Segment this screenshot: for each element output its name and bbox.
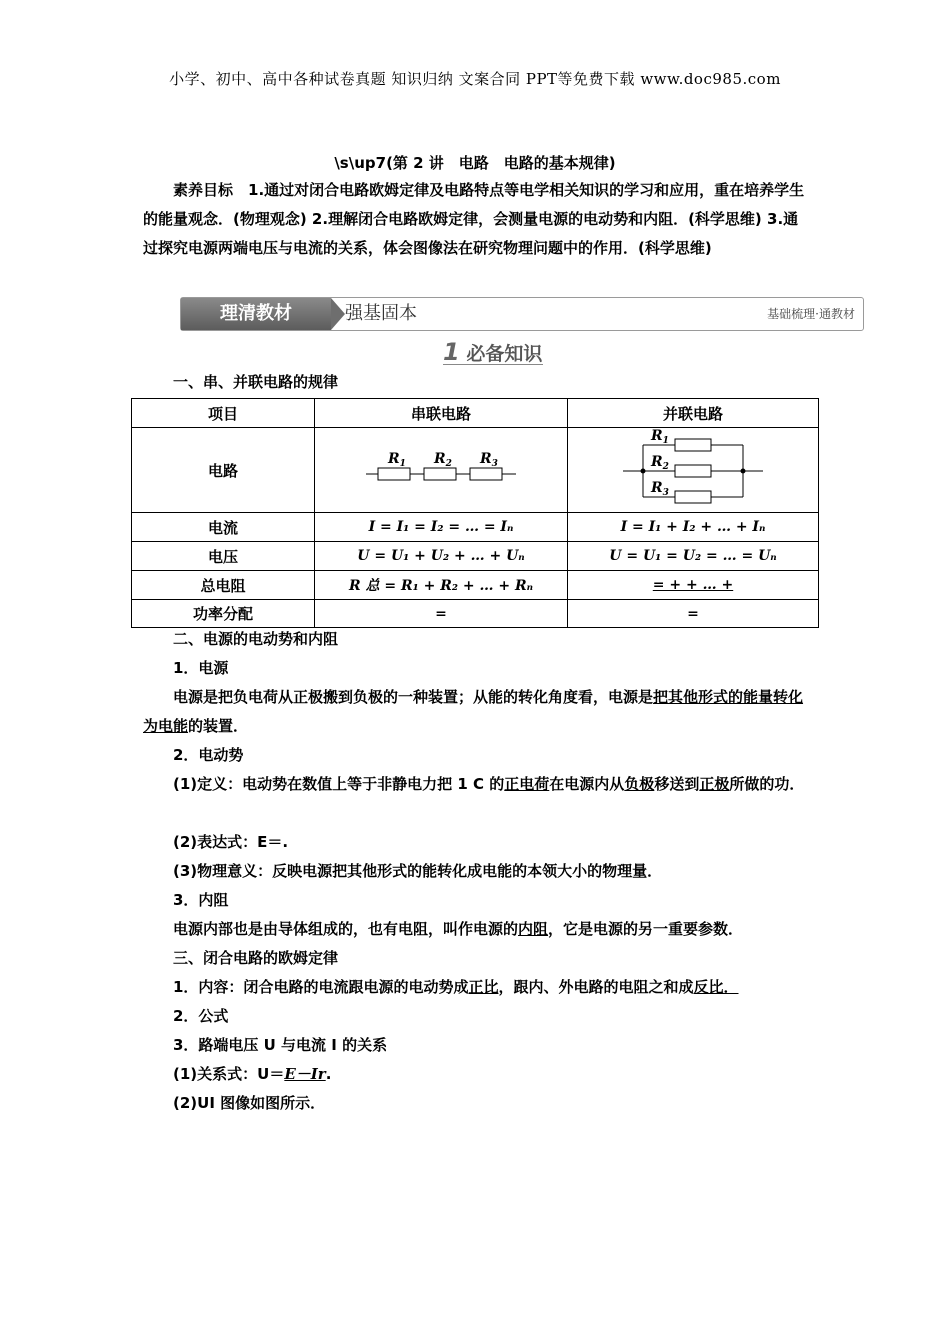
resistor-r2 [424, 468, 456, 480]
row-label-circuit: 电路 [132, 428, 315, 513]
internal-resistance-paragraph: 电源内部也是由导体组成的，也有电阻，叫作电源的内阻，它是电源的另一重要参数． [173, 920, 744, 938]
emf-expression: (2)表达式：E＝. [173, 833, 289, 851]
terminal-voltage-head: 3．路端电压 U 与电流 I 的关系 [173, 1036, 388, 1054]
underline-energy: 把其他形式的能量转化为电能 [143, 688, 804, 735]
series-voltage: U = U₁ + U₂ + … + Uₙ [315, 542, 568, 571]
banner-left: 理清教材 [181, 298, 331, 330]
plabel-r1: $R_1$ [651, 428, 669, 446]
section-tag [443, 338, 543, 365]
table-row [132, 428, 819, 513]
ohm-formula-head: 2．公式 [173, 1007, 229, 1025]
parallel-resistor-r3 [675, 491, 711, 503]
parallel-power: = [568, 600, 819, 628]
table-row [132, 600, 819, 628]
series-circuit-diagram [366, 448, 516, 488]
label-r3: $R_3$ [480, 451, 498, 469]
resistor-r3 [470, 468, 502, 480]
row-label-resistance: 总电阻 [132, 571, 315, 600]
header-item: 项目 [132, 399, 315, 428]
underline-e-ir: E－Ir [284, 1065, 326, 1083]
heading-ohm-law: 三、闭合电路的欧姆定律 [173, 949, 339, 967]
objective-paragraph [143, 176, 811, 263]
table-row [132, 542, 819, 571]
parallel-current: I = I₁ + I₂ + … + Iₙ [568, 513, 819, 542]
underline-positive-pole: 正极 [699, 775, 730, 793]
resistor-r1 [378, 468, 410, 480]
table-row [132, 571, 819, 600]
page-header: 小学、初中、高中各种试卷真题 知识归纳 文案合同 PPT等免费下载 www.doc985.com [169, 70, 781, 88]
row-label-power: 功率分配 [132, 600, 315, 628]
rules-table [131, 398, 819, 628]
banner-notch [331, 298, 345, 330]
underline-positive-charge: 正电荷 [504, 775, 550, 793]
table-header-row [132, 399, 819, 428]
table-row [132, 513, 819, 542]
parallel-circuit-diagram [623, 428, 763, 508]
ohm-content: 1．内容：闭合电路的电流跟电源的电动势成正比，跟内、外电路的电阻之和成反比． [173, 978, 739, 996]
source-paragraph: 电源是把负电荷从正极搬到负极的一种装置；从能的转化角度看，电源是把其他形式的能量转化为电能的装置． [143, 688, 804, 735]
section-label: 必备知识 [466, 343, 543, 365]
section-banner [180, 297, 864, 331]
plabel-r3: $R_3$ [651, 480, 669, 498]
parallel-circuit-cell [568, 428, 819, 513]
heading-emf: 二、电源的电动势和内阻 [173, 630, 339, 648]
banner-middle: 强基固本 [345, 303, 417, 324]
ui-graph-note: (2)UI 图像如图所示． [173, 1094, 326, 1112]
parallel-resistance: = + + … + [568, 571, 819, 600]
parallel-voltage: U = U₁ = U₂ = … = Uₙ [568, 542, 819, 571]
relation-formula: (1)关系式：U＝E－Ir. [173, 1065, 332, 1083]
underline-internal: 内阻 [518, 920, 549, 938]
sub-source: 1．电源 [173, 659, 229, 677]
objective-label: 素养目标 [173, 181, 234, 199]
emf-meaning: (3)物理意义：反映电源把其他形式的能转化成电能的本领大小的物理量． [173, 862, 663, 880]
header-series: 串联电路 [315, 399, 568, 428]
parallel-resistor-r2 [675, 465, 711, 477]
label-r1: $R_1$ [388, 451, 406, 469]
row-label-current: 电流 [132, 513, 315, 542]
banner-right: 基础梳理·通教材 [767, 307, 855, 321]
parallel-resistor-r1 [675, 439, 711, 451]
sub-internal-resistance: 3．内阻 [173, 891, 229, 909]
series-circuit-cell [315, 428, 568, 513]
underline-direct: 正比 [468, 978, 499, 996]
row-label-voltage: 电压 [132, 542, 315, 571]
header-parallel: 并联电路 [568, 399, 819, 428]
label-r2: $R_2$ [434, 451, 452, 469]
series-current: I = I₁ = I₂ = … = Iₙ [315, 513, 568, 542]
underline-inverse: 反比． [693, 978, 739, 996]
sub-emf: 2．电动势 [173, 746, 244, 764]
series-power: = [315, 600, 568, 628]
section-number: 1 [443, 338, 460, 366]
lesson-title: \s\up7(第 2 讲 电路 电路的基本规律) [334, 154, 616, 172]
objective-text: 1.通过对闭合电路欧姆定律及电路特点等电学相关知识的学习和应用，重在培养学生的能量观念．(物理观念) 2.理解闭合电路欧姆定律，会测量电源的电动势和内阻．(科学思维) 3.通过探究电源两端电压与电流的关系，体会图像法在研究物理问题中的作用．(科学思维) [143, 181, 805, 257]
emf-definition: (1)定义：电动势在数值上等于非静电力把 1 C 的正电荷在电源内从负极移送到正极所做的功． [173, 775, 805, 793]
heading-series-parallel: 一、串、并联电路的规律 [173, 373, 339, 391]
series-resistance: R 总 = R₁ + R₂ + … + Rₙ [315, 571, 568, 600]
plabel-r2: $R_2$ [651, 454, 669, 472]
underline-negative-pole: 负极 [624, 775, 655, 793]
